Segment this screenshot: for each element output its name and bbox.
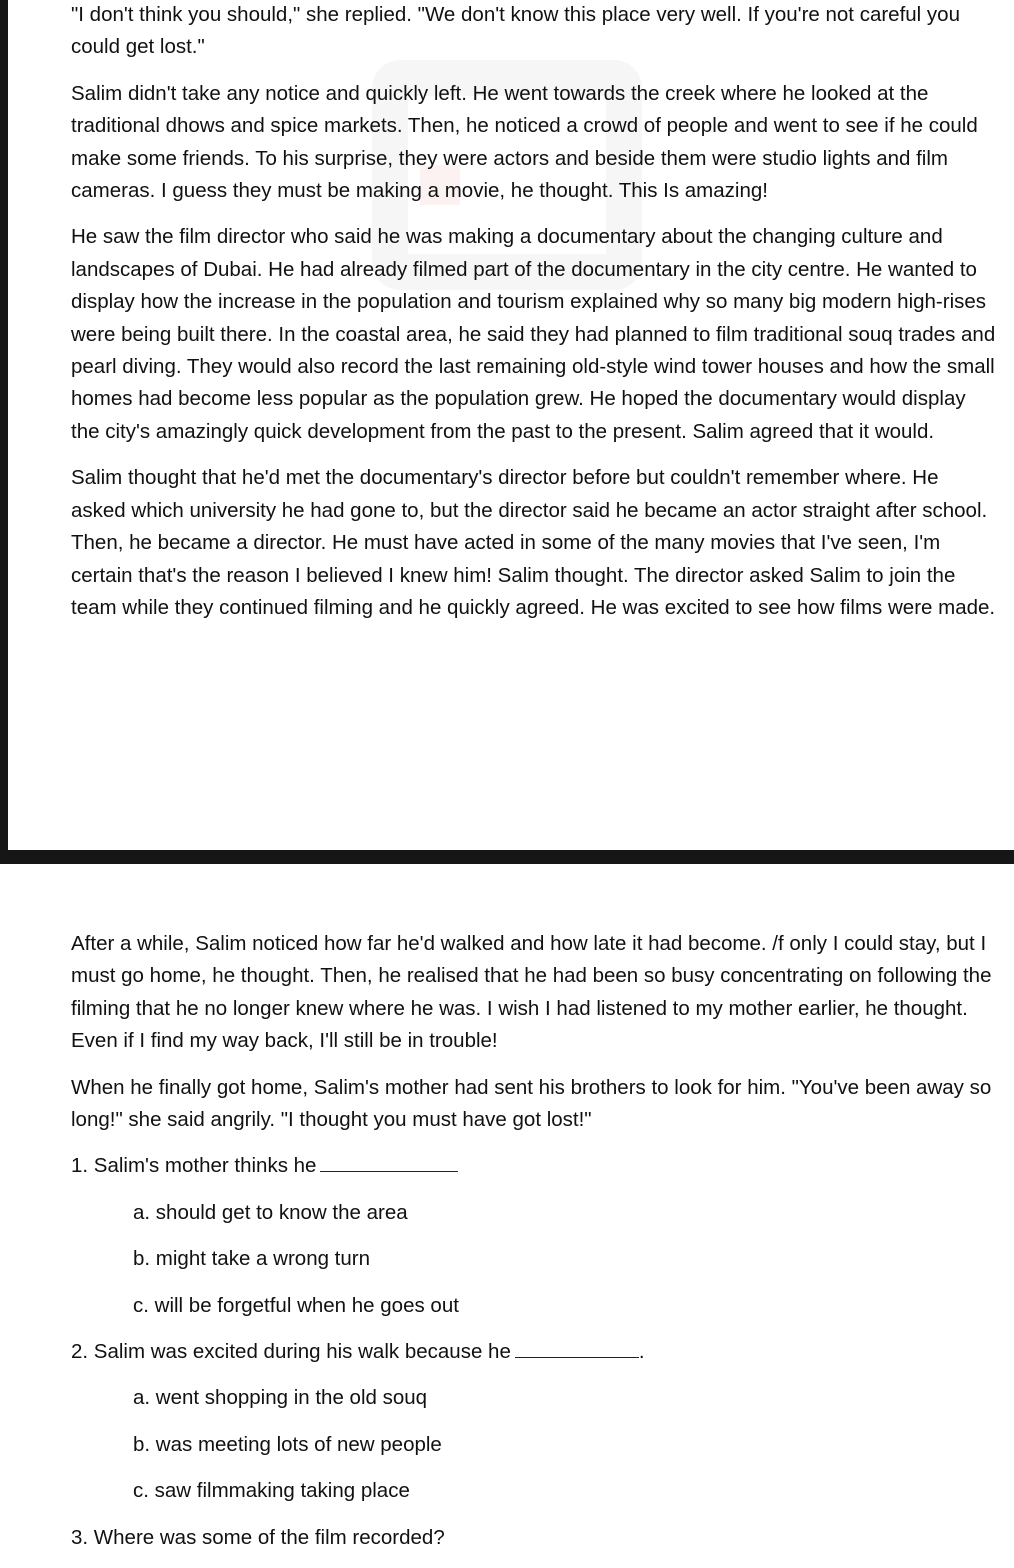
question-2-option-c[interactable]: c. saw filmmaking taking place <box>133 1479 410 1503</box>
question-2-prompt: 2. Salim was excited during his walk because he <box>71 1340 511 1364</box>
question-1-option-b[interactable]: b. might take a wrong turn <box>133 1247 371 1271</box>
question-3-prompt: 3. Where was some of the film recorded? <box>71 1525 445 1549</box>
story-part-2 <box>71 928 996 1568</box>
question-2 <box>71 1336 996 1368</box>
paragraph-returning-home: When he finally got home, Salim's mother had sent his brothers to look for him. "You've been away so long!" she said angrily. "I thought you must have got lost!" <box>71 1075 992 1132</box>
paragraph-creek-visit: Salim didn't take any notice and quickly left. He went towards the creek where he looked at the traditional dhows and spice markets. Then, he noticed a crowd of people and went to see if he could make some friends. To his surprise, they were actors and beside them were studio lights and film cameras. I guess they must be making a movie, he thought. This Is amazing! <box>71 81 978 203</box>
question-1-option-a[interactable]: a. should get to know the area <box>133 1200 408 1224</box>
page-break-divider <box>0 850 1014 864</box>
paragraph-film-director: He saw the film director who said he was making a documentary about the changing culture and landscapes of Dubai. He had already filmed part of the documentary in the city centre. He wanted to display how the increase in the population and tourism explained why so many big modern high-rises were being built there. In the coastal area, he said they had planned to film traditional souq trades and pearl diving. They would also record the last remaining old-style wind tower houses and how the small homes had become less popular as the population grew. He hoped the documentary would display the city's amazingly quick development from the past to the present. Salim agreed that it would. <box>71 225 996 443</box>
story-part-1 <box>71 0 996 638</box>
page-left-edge <box>0 0 8 850</box>
question-1-option-c[interactable]: c. will be forgetful when he goes out <box>133 1293 459 1317</box>
answer-blank-2[interactable] <box>515 1339 639 1358</box>
question-2-suffix: . <box>638 1340 645 1364</box>
question-2-option-a[interactable]: a. went shopping in the old souq <box>133 1386 428 1410</box>
answer-blank-1[interactable] <box>320 1153 458 1172</box>
question-1-prompt: 1. Salim's mother thinks he <box>71 1154 317 1178</box>
paragraph-mother-warning: "I don't think you should," she replied. "We don't know this place very well. If you're not careful you could get lost." <box>71 3 960 59</box>
question-3 <box>71 1522 996 1554</box>
paragraph-joining-team: Salim thought that he'd met the documentary's director before but couldn't remember where. He asked which university he had gone to, but the director said he became an actor straight after school. Then, he became a director. He must have acted in some of the many movies that I've seen, I'm certain that's the reason I believed I knew him! Salim thought. The director asked Salim to join the team while they continued filming and he quickly agreed. He was excited to see how films were made. <box>71 466 996 619</box>
paragraph-getting-lost: After a while, Salim noticed how far he'd walked and how late it had become. /f only I could stay, but I must go home, he thought. Then, he realised that he had been so busy concentrating on following the filming that he no longer knew where he was. I wish I had listened to my mother earlier, he thought. Even if I find my way back, I'll still be in trouble! <box>71 932 992 1053</box>
question-2-option-b[interactable]: b. was meeting lots of new people <box>133 1432 442 1456</box>
question-1 <box>71 1150 996 1182</box>
